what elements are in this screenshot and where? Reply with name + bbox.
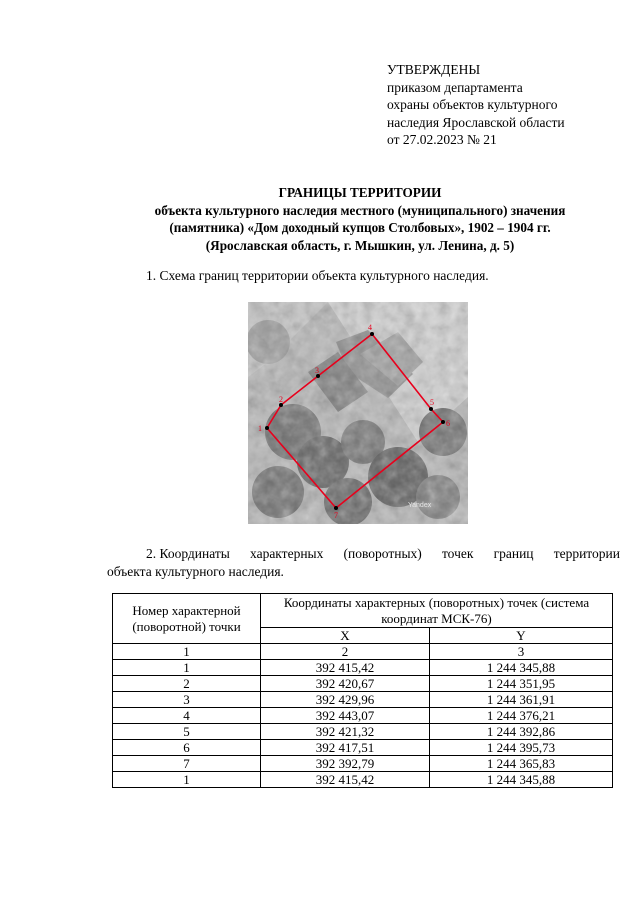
section2-heading	[107, 545, 620, 580]
section2-word: точек	[441, 546, 474, 561]
point-number-cell: 6	[113, 740, 261, 756]
y-cell: 1 244 345,88	[430, 660, 613, 676]
point-label: 7	[334, 511, 338, 520]
table-row	[113, 692, 613, 708]
table-row	[113, 676, 613, 692]
y-cell: 1 244 376,21	[430, 708, 613, 724]
table-row	[113, 724, 613, 740]
section2-word: характерных	[250, 546, 324, 561]
point-number-cell: 1	[113, 660, 261, 676]
x-cell: 392 443,07	[261, 708, 430, 724]
point-number-cell: 1	[113, 772, 261, 788]
section2-word: территории	[553, 546, 620, 561]
y-cell: 1 244 345,88	[430, 772, 613, 788]
point-label: 2	[279, 395, 283, 404]
point-number-cell: 7	[113, 756, 261, 772]
section2-word: границ	[493, 546, 534, 561]
header-x: X	[261, 628, 430, 644]
y-cell: 1 244 361,91	[430, 692, 613, 708]
section2-line2: объекта культурного наследия.	[107, 563, 284, 579]
y-cell: 1 244 392,86	[430, 724, 613, 740]
table-row	[113, 740, 613, 756]
x-cell: 392 415,42	[261, 772, 430, 788]
point-label: 3	[315, 366, 319, 375]
table-row	[113, 708, 613, 724]
point-number-cell: 2	[113, 676, 261, 692]
table-row	[113, 772, 613, 788]
index-cell: 3	[430, 644, 613, 660]
y-cell: 1 244 365,83	[430, 756, 613, 772]
boundary-map-image	[248, 302, 468, 524]
title-line: (памятника) «Дом доходный купцов Столбовых», 1902 – 1904 гг.	[169, 220, 551, 235]
section2-word: (поворотных)	[343, 546, 422, 561]
point-label: 5	[430, 398, 434, 407]
header-point-number: Номер характерной (поворотной) точки	[113, 594, 261, 644]
y-cell: 1 244 351,95	[430, 676, 613, 692]
point-marker	[370, 332, 374, 336]
table-row	[113, 660, 613, 676]
index-cell: 2	[261, 644, 430, 660]
approval-title: УТВЕРЖДЕНЫ	[387, 62, 481, 77]
coordinates-table	[112, 593, 613, 788]
y-cell: 1 244 395,73	[430, 740, 613, 756]
point-label: 6	[446, 419, 450, 428]
x-cell: 392 421,32	[261, 724, 430, 740]
table-row	[113, 756, 613, 772]
document-title	[100, 184, 620, 254]
aerial-map	[248, 302, 468, 524]
title-line: ГРАНИЦЫ ТЕРРИТОРИИ	[278, 185, 442, 200]
table-index-row	[113, 644, 613, 660]
point-marker	[441, 420, 445, 424]
approval-block	[387, 61, 565, 149]
point-marker	[429, 407, 433, 411]
title-line: объекта культурного наследия местного (муниципального) значения	[154, 202, 566, 218]
point-number-cell: 3	[113, 692, 261, 708]
header-coordinates: Координаты характерных (поворотных) точек (система координат МСК-76)	[261, 594, 613, 628]
approval-line: приказом департамента	[387, 79, 523, 95]
point-label: 4	[368, 323, 372, 332]
section1-heading: 1. Схема границ территории объекта культурного наследия.	[146, 268, 489, 283]
point-number-cell: 4	[113, 708, 261, 724]
x-cell: 392 417,51	[261, 740, 430, 756]
x-cell: 392 429,96	[261, 692, 430, 708]
x-cell: 392 420,67	[261, 676, 430, 692]
table-header-row	[113, 594, 613, 628]
index-cell: 1	[113, 644, 261, 660]
point-marker	[334, 506, 338, 510]
section2-word: 2. Координаты	[146, 546, 230, 561]
point-label: 1	[258, 424, 262, 433]
approval-line: наследия Ярославской области	[387, 114, 565, 130]
approval-date: от 27.02.2023 № 21	[387, 132, 497, 147]
x-cell: 392 392,79	[261, 756, 430, 772]
x-cell: 392 415,42	[261, 660, 430, 676]
approval-line: охраны объектов культурного	[387, 97, 558, 112]
map-watermark: Yandex	[408, 502, 432, 509]
point-number-cell: 5	[113, 724, 261, 740]
header-y: Y	[430, 628, 613, 644]
point-marker	[265, 426, 269, 430]
title-line: (Ярославская область, г. Мышкин, ул. Ленина, д. 5)	[205, 237, 515, 253]
